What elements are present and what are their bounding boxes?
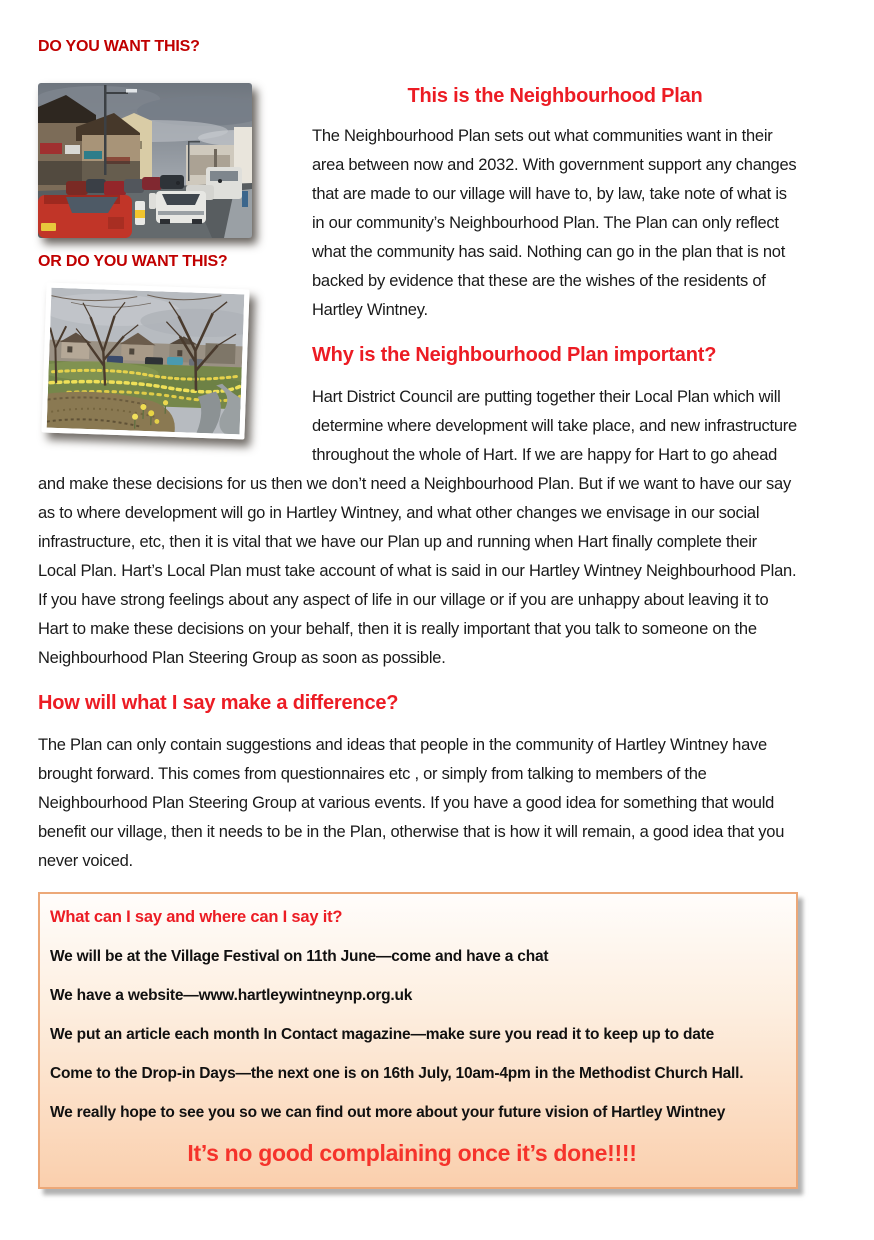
heading-why-important: Why is the Neighbourhood Plan important? <box>312 344 717 366</box>
photo-column <box>38 38 290 455</box>
info-line-magazine: We put an article each month In Contact magazine—make sure you read it to keep up to date <box>50 1026 715 1043</box>
info-line-website: We have a website—www.hartleywintneynp.org.uk <box>50 987 413 1004</box>
paragraph-plan-intro: The Neighbourhood Plan sets out what communities want in their area between now and 2032. With government support any changes that are made to our village will have to, by law, take note of what is in our community’s Neighbourhood Plan. The Plan can only reflect what the community has said. Nothing can go in the plan that is not backed by evidence that these are the wishes of the residents of Hartley Wintney. <box>312 127 797 319</box>
caption-do-you-want-this: DO YOU WANT THIS? <box>38 38 200 55</box>
info-line-drop-in-days: Come to the Drop-in Days—the next one is on 16th July, 10am-4pm in the Methodist Church Hall. <box>50 1065 744 1082</box>
heading-make-a-difference: How will what I say make a difference? <box>38 692 399 714</box>
info-line-village-festival: We will be at the Village Festival on 11th June—come and have a chat <box>50 948 549 965</box>
paragraph-make-a-difference: The Plan can only contain suggestions and ideas that people in the community of Hartley Wintney have brought forward. This comes from questionnaires etc , or simply from talking to members of the Neighbourhood Plan Steering Group at various events. If you have a good idea for something that would benefit our village, then it needs to be in the Plan, otherwise that is how it will remain, a good idea that you never voiced. <box>38 736 785 870</box>
what-can-i-say-box <box>38 892 798 1189</box>
heading-this-is-the-plan: This is the Neighbourhood Plan <box>407 85 703 107</box>
info-box-heading: What can I say and where can I say it? <box>50 908 343 926</box>
info-line-hope-to-see-you: We really hope to see you so we can find out more about your future vision of Hartley Wintney <box>50 1104 726 1121</box>
caption-or-do-you-want-this: OR DO YOU WANT THIS? <box>38 253 228 270</box>
info-box-closing-slogan: It’s no good complaining once it’s done!!!! <box>187 1140 637 1166</box>
village-green-photo <box>41 283 249 440</box>
paragraph-why-important: Hart District Council are putting together their Local Plan which will determine where development will take place, and new infrastructure throughout the whole of Hart. If we are happy for Hart to go ahead and make these decisions for us then we don’t need a Neighbourhood Plan. But if we want to have our say as to where development will go in Hartley Wintney, and what other changes we envisage in our social infrastructure, etc, then it is vital that we have our Plan up and running when Hart finally complete their Local Plan. Hart’s Local Plan must take account of what is said in our Hartley Wintney Neighbourhood Plan. If you have strong feelings about any aspect of life in our village or if you are unhappy about leaving it to Hart to make these decisions on your behalf, then it is really important that you talk to someone on the Neighbourhood Plan Steering Group as soon as possible. <box>38 388 797 667</box>
street-traffic-photo <box>38 83 252 238</box>
